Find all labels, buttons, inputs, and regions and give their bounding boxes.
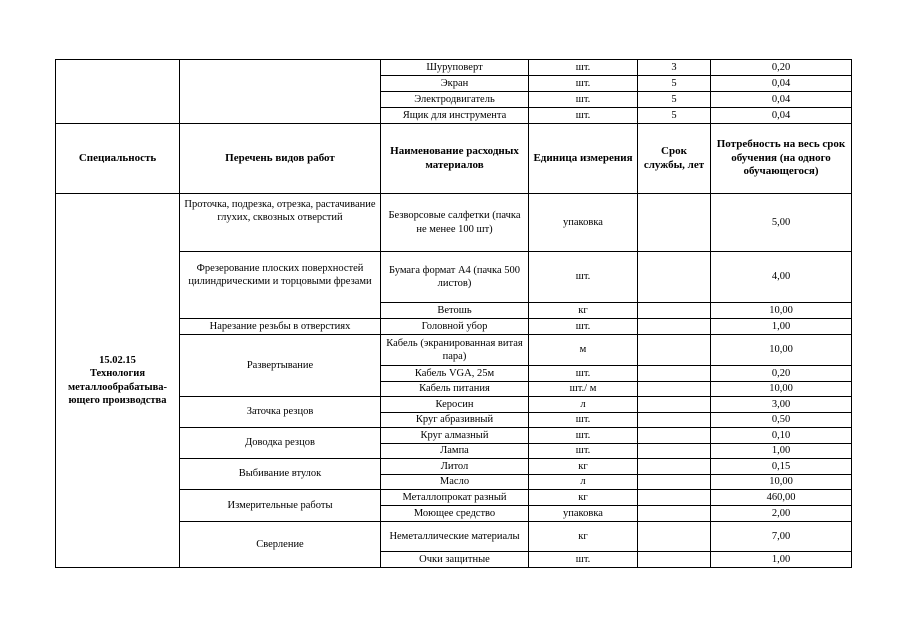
- material-need: 1,00: [711, 319, 852, 335]
- work-item: Доводка резцов: [180, 428, 381, 459]
- header-specialty: Специальность: [56, 124, 180, 194]
- material-term: 3: [638, 60, 711, 76]
- work-item: Сверление: [180, 522, 381, 568]
- material-need: 10,00: [711, 382, 852, 397]
- material-unit: кг: [529, 522, 638, 552]
- material-need: 10,00: [711, 335, 852, 366]
- material-name: Шуруповерт: [381, 60, 529, 76]
- header-row: [56, 124, 852, 194]
- material-unit: шт.: [529, 366, 638, 382]
- material-term: [638, 194, 711, 252]
- material-name: Кабель (экранированная витая пара): [381, 335, 529, 366]
- material-name: Круг абразивный: [381, 413, 529, 428]
- work-item: Выбивание втулок: [180, 459, 381, 490]
- material-term: 5: [638, 108, 711, 124]
- material-name: Неметаллические материалы: [381, 522, 529, 552]
- material-name: Электродвигатель: [381, 92, 529, 108]
- header-works: Перечень видов работ: [180, 124, 381, 194]
- material-term: [638, 335, 711, 366]
- header-unit: Единица измерения: [529, 124, 638, 194]
- material-name: Круг алмазный: [381, 428, 529, 444]
- material-name: Лампа: [381, 444, 529, 459]
- material-need: 2,00: [711, 506, 852, 522]
- material-unit: шт.: [529, 252, 638, 303]
- material-unit: шт.: [529, 552, 638, 568]
- material-need: 460,00: [711, 490, 852, 506]
- material-term: [638, 428, 711, 444]
- material-need: 4,00: [711, 252, 852, 303]
- material-unit: шт.: [529, 319, 638, 335]
- material-term: [638, 490, 711, 506]
- material-need: 3,00: [711, 397, 852, 413]
- header-term: Срок службы, лет: [638, 124, 711, 194]
- header-materials: Наименование расходных материалов: [381, 124, 529, 194]
- material-term: [638, 522, 711, 552]
- material-term: [638, 397, 711, 413]
- material-name: Ветошь: [381, 303, 529, 319]
- materials-table: [55, 59, 852, 568]
- specialty-name: Технология металлообрабатыва-ющего производства: [67, 368, 168, 406]
- material-unit: л: [529, 475, 638, 490]
- material-need: 1,00: [711, 552, 852, 568]
- material-need: 0,04: [711, 76, 852, 92]
- work-item: Заточка резцов: [180, 397, 381, 428]
- material-unit: шт./ м: [529, 382, 638, 397]
- material-unit: шт.: [529, 428, 638, 444]
- material-name: Бумага формат А4 (пачка 500 листов): [381, 252, 529, 303]
- material-need: 0,20: [711, 366, 852, 382]
- table-row: [56, 60, 852, 76]
- material-term: [638, 319, 711, 335]
- material-unit: шт.: [529, 444, 638, 459]
- material-term: [638, 382, 711, 397]
- material-need: 0,15: [711, 459, 852, 475]
- material-name: Моющее средство: [381, 506, 529, 522]
- material-name: Металлопрокат разный: [381, 490, 529, 506]
- spec-cell-empty: [56, 60, 180, 124]
- material-unit: упаковка: [529, 506, 638, 522]
- material-unit: шт.: [529, 108, 638, 124]
- material-term: [638, 475, 711, 490]
- material-unit: кг: [529, 490, 638, 506]
- material-unit: шт.: [529, 92, 638, 108]
- specialty-cell: [56, 194, 180, 568]
- material-need: 5,00: [711, 194, 852, 252]
- material-need: 0,04: [711, 108, 852, 124]
- material-term: [638, 303, 711, 319]
- specialty-code: 15.02.15: [99, 355, 136, 367]
- material-need: 0,04: [711, 92, 852, 108]
- material-name: Очки защитные: [381, 552, 529, 568]
- material-need: 10,00: [711, 303, 852, 319]
- work-item: Развертывание: [180, 335, 381, 397]
- works-cell-empty: [180, 60, 381, 124]
- material-unit: шт.: [529, 413, 638, 428]
- work-item: Проточка, подрезка, отрезка, растачивание глухих, сквозных отверстий: [180, 194, 381, 252]
- table-row: [56, 194, 852, 252]
- header-need: Потребность на весь срок обучения (на одного обучающегося): [711, 124, 852, 194]
- material-unit: л: [529, 397, 638, 413]
- material-term: 5: [638, 76, 711, 92]
- material-name: Безворсовые салфетки (пачка не менее 100 шт): [381, 194, 529, 252]
- material-need: 0,50: [711, 413, 852, 428]
- work-item: Нарезание резьбы в отверстиях: [180, 319, 381, 335]
- material-name: Головной убор: [381, 319, 529, 335]
- material-term: [638, 506, 711, 522]
- material-name: Литол: [381, 459, 529, 475]
- material-term: [638, 252, 711, 303]
- work-item: Измерительные работы: [180, 490, 381, 522]
- material-unit: кг: [529, 459, 638, 475]
- material-need: 7,00: [711, 522, 852, 552]
- material-need: 0,10: [711, 428, 852, 444]
- material-name: Ящик для инструмента: [381, 108, 529, 124]
- material-unit: м: [529, 335, 638, 366]
- material-term: [638, 459, 711, 475]
- material-need: 1,00: [711, 444, 852, 459]
- material-term: [638, 444, 711, 459]
- material-unit: упаковка: [529, 194, 638, 252]
- material-unit: шт.: [529, 76, 638, 92]
- material-need: 0,20: [711, 60, 852, 76]
- material-term: [638, 552, 711, 568]
- material-term: [638, 413, 711, 428]
- work-item: Фрезерование плоских поверхностей цилиндрическими и торцовыми фрезами: [180, 252, 381, 319]
- material-unit: шт.: [529, 60, 638, 76]
- material-unit: кг: [529, 303, 638, 319]
- material-need: 10,00: [711, 475, 852, 490]
- material-name: Кабель питания: [381, 382, 529, 397]
- material-name: Керосин: [381, 397, 529, 413]
- material-name: Масло: [381, 475, 529, 490]
- material-term: [638, 366, 711, 382]
- material-term: 5: [638, 92, 711, 108]
- material-name: Экран: [381, 76, 529, 92]
- material-name: Кабель VGA, 25м: [381, 366, 529, 382]
